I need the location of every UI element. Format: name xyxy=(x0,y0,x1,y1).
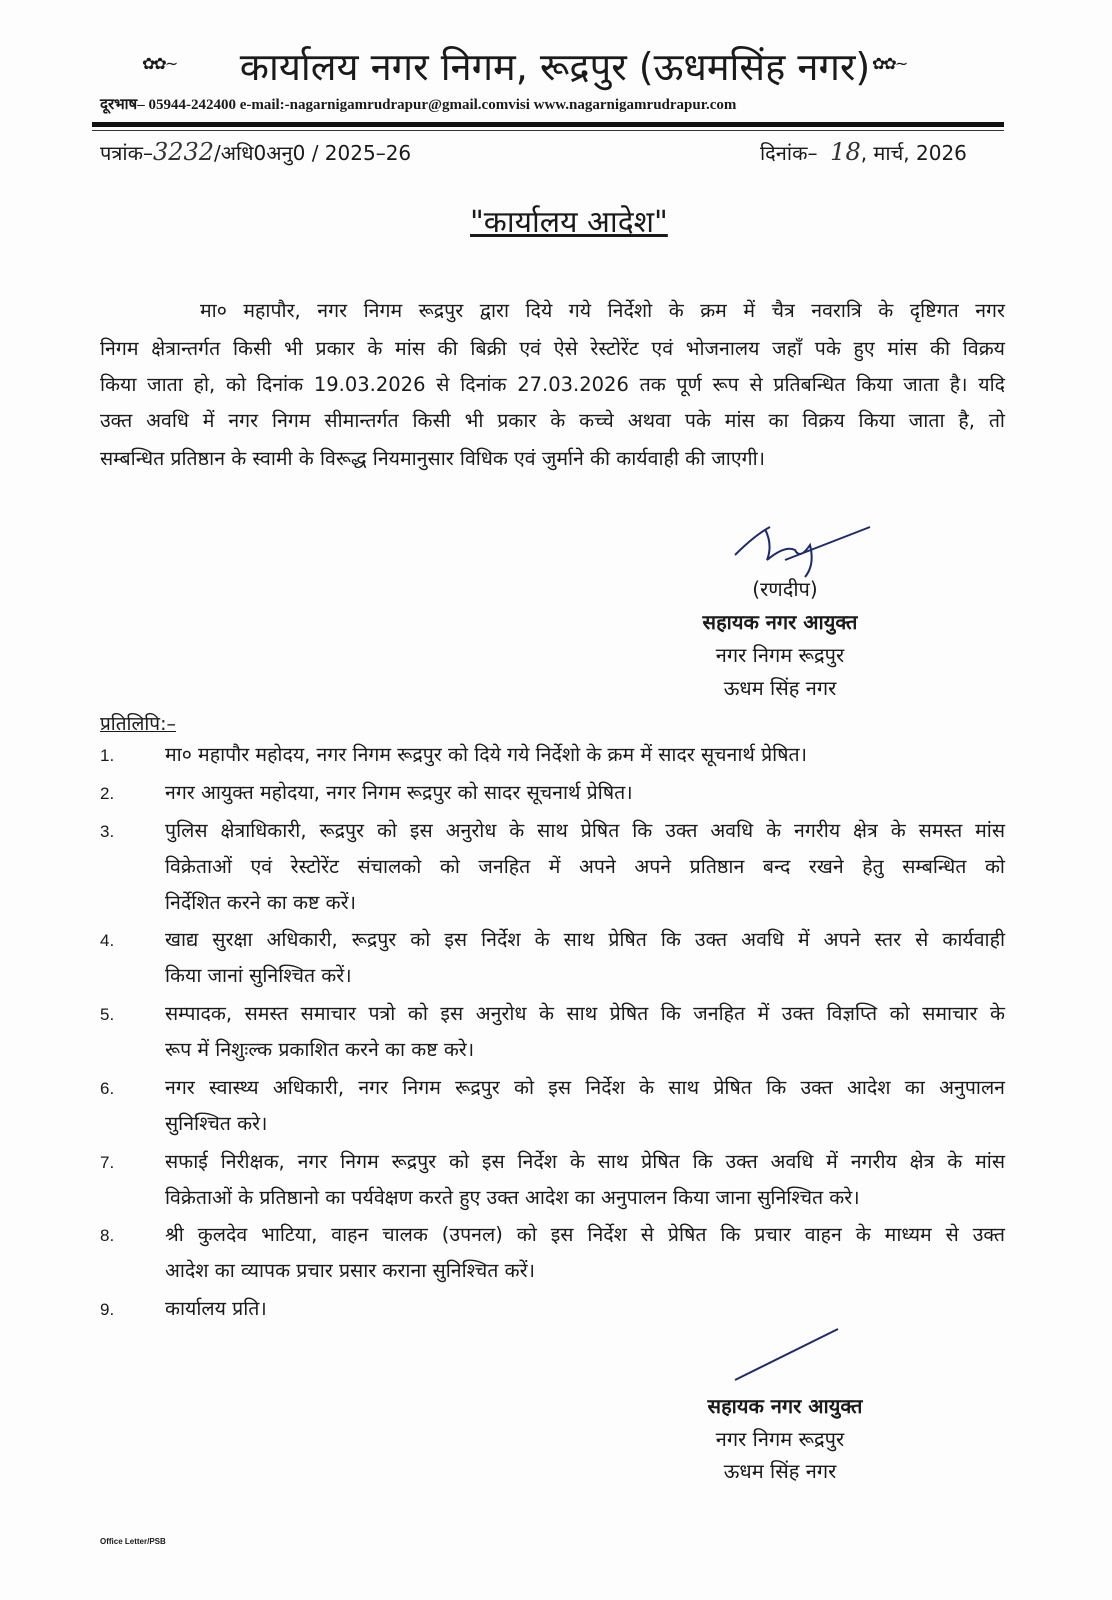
copy-item-number: 6. xyxy=(100,1079,115,1098)
body-line: किया जाता हो, को दिनांक 19.03.2026 से दिनांक 27.03.2026 तक पूर्ण रूप से प्रतिबन्धित किया जाता है। यदि xyxy=(100,373,1005,396)
date-day: 18 xyxy=(830,138,861,166)
copy-to-label: प्रतिलिपि:– xyxy=(100,713,176,735)
copy-item-number: 3. xyxy=(100,822,115,841)
body-line: निगम क्षेत्रान्तर्गत किसी भी प्रकार के मांस की बिक्री एवं ऐसे रेस्टोरेंट एवं भोजनालय जहाँ पके हुए मांस की विक्रय xyxy=(100,337,1005,360)
letterhead-contact: दूरभाष– 05944-242400 e-mail:-nagarnigamrudrapur@gmail.comvisi www.nagarnigamrudrapur.com xyxy=(100,97,737,113)
copy-item-line: सफाई निरीक्षक, नगर निगम रूद्रपुर को इस निर्देश के साथ प्रेषित कि उक्त अवधि में नगरीय क्षेत्र के मांस xyxy=(165,1150,1005,1173)
copy-item-number: 2. xyxy=(100,784,115,803)
copy-item-line: सुनिश्चित करे। xyxy=(165,1112,268,1135)
date-rest: , मार्च, 2026 xyxy=(860,141,967,165)
reference-handwritten-number: 3232 xyxy=(152,138,215,166)
header-rule-thin xyxy=(92,130,1004,131)
copy-item-line: खाद्य सुरक्षा अधिकारी, रूद्रपुर को इस निर्देश के साथ प्रेषित कि उक्त अवधि में अपने स्तर से कार्यवाही xyxy=(165,928,1005,951)
date-label: दिनांक– xyxy=(760,141,818,165)
copy-item-line: नगर आयुक्त महोदया, नगर निगम रूद्रपुर को सादर सूचनार्थ प्रेषित। xyxy=(165,781,633,804)
copy-item-line: नगर स्वास्थ्य अधिकारी, नगर निगम रूद्रपुर को इस निर्देश के साथ प्रेषित कि उक्त आदेश का अनुपालन xyxy=(165,1076,1005,1099)
copy-item-line: विक्रेताओं के प्रतिष्ठानो का पर्यवेक्षण करते हुए उक्त आदेश का अनुपालन किया जाना सुनिश्चित करे। xyxy=(165,1186,860,1209)
copy-item-number: 1. xyxy=(100,746,115,765)
order-heading: "कार्यालय आदेश" xyxy=(470,205,668,240)
footer-note: Office Letter/PSB xyxy=(100,1537,166,1546)
copy-item-number: 5. xyxy=(100,1005,115,1024)
signature-mark xyxy=(725,515,875,580)
signatory2-designation: सहायक नगर आयुक्त xyxy=(707,1394,863,1418)
letterhead-title: कार्यालय नगर निगम, रूद्रपुर (ऊधमसिंह नगर) xyxy=(239,45,871,89)
signatory2-district: ऊधम सिंह नगर xyxy=(723,1459,837,1483)
copy-item-line: श्री कुलदेव भाटिया, वाहन चालक (उपनल) को इस निर्देश से प्रेषित कि प्रचार वाहन के माध्यम से उक्त xyxy=(165,1223,1005,1246)
copy-item-line: निर्देशित करने का कष्ट करें। xyxy=(165,891,356,914)
reference-suffix: /अधि0अनु0 / 2025–26 xyxy=(214,141,412,165)
copy-item-line: विक्रेताओं एवं रेस्टोरेंट संचालको को जनहित में अपने अपने प्रतिष्ठान बन्द रखने हेतु सम्बन्धित को xyxy=(165,855,1005,878)
copy-item-line: मा० महापौर महोदय, नगर निगम रूद्रपुर को दिये गये निर्देशो के क्रम में सादर सूचनार्थ प्रेषित। xyxy=(165,743,807,766)
copy-item-line: पुलिस क्षेत्राधिकारी, रूद्रपुर को इस अनुरोध के साथ प्रेषित कि उक्त अवधि के नगरीय क्षेत्र के समस्त मांस xyxy=(165,819,1005,842)
copy-item-line: आदेश का व्यापक प्रचार प्रसार कराना सुनिश्चित करें। xyxy=(165,1259,535,1282)
reference-label: पत्रांक– xyxy=(100,141,153,165)
signatory2-office: नगर निगम रूद्रपुर xyxy=(715,1427,845,1451)
signatory-designation: सहायक नगर आयुक्त xyxy=(702,610,858,634)
copy-item-line: रूप में निशुःल्क प्रकाशित करने का कष्ट करे। xyxy=(165,1038,475,1061)
copy-item-line: किया जानां सुनिश्चित करें। xyxy=(165,964,352,987)
reference-number xyxy=(100,138,411,166)
copy-item-number: 8. xyxy=(100,1226,115,1245)
body-line: सम्बन्धित प्रतिष्ठान के स्वामी के विरूद्ध नियमानुसार विधिक एवं जुर्माने की कार्यवाही की जाएगी। xyxy=(100,447,766,470)
copy-item-number: 7. xyxy=(100,1153,115,1172)
copy-item-line: सम्पादक, समस्त समाचार पत्रो को इस अनुरोध के साथ प्रेषित कि जनहित में उक्त विज्ञप्ति को समाचार के xyxy=(165,1002,1005,1025)
ornament-right-icon: ✿✿~ xyxy=(872,54,907,73)
copy-item-number: 4. xyxy=(100,931,115,950)
letter-date xyxy=(760,138,967,166)
body-line: मा० महापौर, नगर निगम रूद्रपुर द्वारा दिये गये निर्देशो के क्रम में चैत्र नवरात्रि के दृष्टिगत नगर xyxy=(200,299,1005,322)
body-line: उक्त अवधि में नगर निगम सीमान्तर्गत किसी भी प्रकार के कच्चे अथवा पके मांस का विक्रय किया जाता है, तो xyxy=(100,409,1005,432)
initials-mark xyxy=(730,1325,845,1385)
header-rule xyxy=(92,122,1004,127)
copy-item-line: कार्यालय प्रति। xyxy=(165,1297,267,1320)
signatory-district: ऊधम सिंह नगर xyxy=(723,676,837,700)
copy-item-number: 9. xyxy=(100,1300,115,1319)
signatory-name: (रणदीप) xyxy=(752,577,818,601)
ornament-left-icon: ✿✿~ xyxy=(142,54,177,73)
signatory-office: नगर निगम रूद्रपुर xyxy=(715,643,845,667)
